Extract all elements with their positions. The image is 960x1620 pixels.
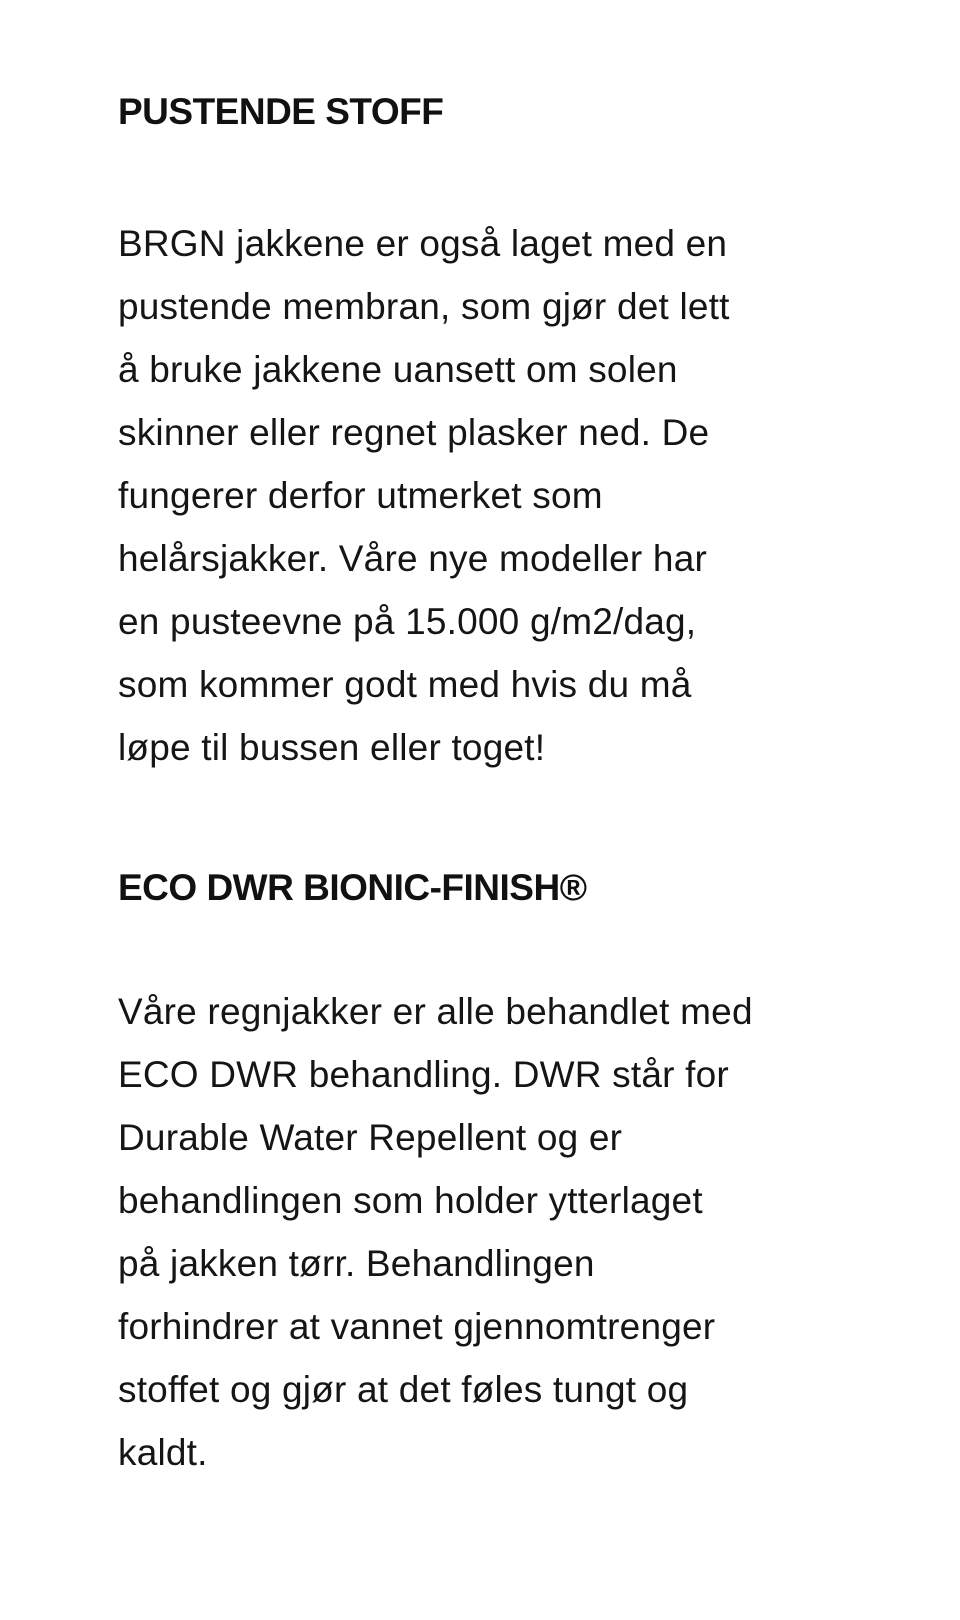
section-paragraph xyxy=(118,212,838,779)
section-eco-dwr-finish xyxy=(118,868,838,1484)
section-heading: PUSTENDE STOFF xyxy=(118,91,444,132)
paragraph-line: Våre regnjakker er alle behandlet med xyxy=(118,991,753,1032)
paragraph-line: en pusteevne på 15.000 g/m2/dag, xyxy=(118,601,697,642)
paragraph-line: skinner eller regnet plasker ned. De xyxy=(118,412,710,453)
section-paragraph xyxy=(118,980,838,1484)
section-breathable-fabric xyxy=(118,92,838,779)
paragraph-line: som kommer godt med hvis du må xyxy=(118,664,692,705)
paragraph-line: løpe til bussen eller toget! xyxy=(118,727,546,768)
section-heading: ECO DWR BIONIC-FINISH® xyxy=(118,867,587,908)
paragraph-line: Durable Water Repellent og er xyxy=(118,1117,623,1158)
paragraph-line: på jakken tørr. Behandlingen xyxy=(118,1243,595,1284)
paragraph-line: forhindrer at vannet gjennomtrenger xyxy=(118,1306,716,1347)
paragraph-line: å bruke jakkene uansett om solen xyxy=(118,349,678,390)
paragraph-line: ECO DWR behandling. DWR står for xyxy=(118,1054,729,1095)
paragraph-line: BRGN jakkene er også laget med en xyxy=(118,223,728,264)
paragraph-line: fungerer derfor utmerket som xyxy=(118,475,603,516)
paragraph-line: helårsjakker. Våre nye modeller har xyxy=(118,538,708,579)
paragraph-line: pustende membran, som gjør det lett xyxy=(118,286,730,327)
paragraph-line: stoffet og gjør at det føles tungt og xyxy=(118,1369,689,1410)
paragraph-line: behandlingen som holder ytterlaget xyxy=(118,1180,703,1221)
paragraph-line: kaldt. xyxy=(118,1432,208,1473)
